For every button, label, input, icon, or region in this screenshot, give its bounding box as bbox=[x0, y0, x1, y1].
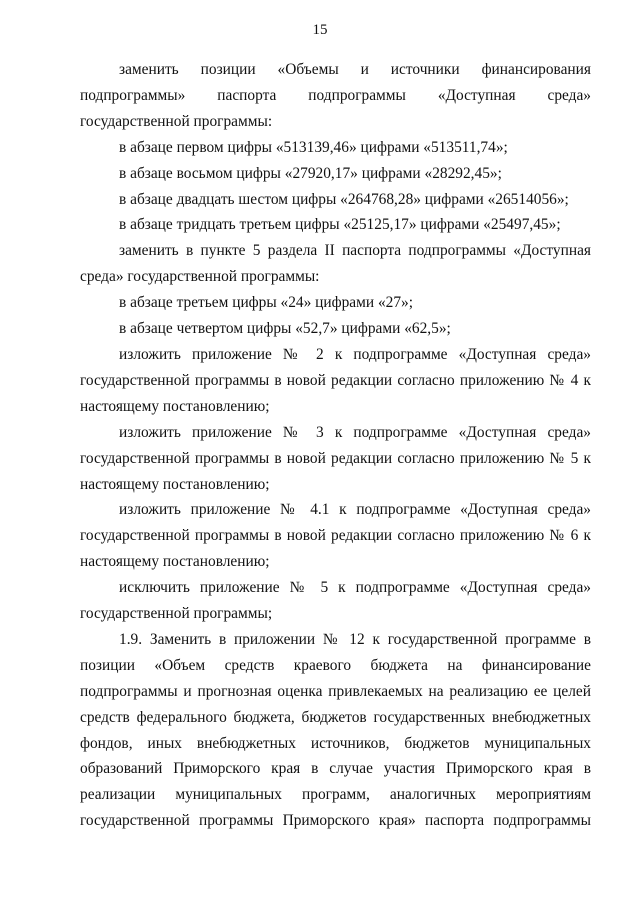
paragraph-item-1-9: 1.9. Заменить в приложении № 12 к государственной программе в позиции «Объем средств краевого бюджета на финансирование подпрограммы и прогнозная оценка привлекаемых на реализацию ее целей средств федерального бюджета, бюджетов государственных внебюджетных фондов, иных внебюджетных источников, бюджетов муниципальных образований Приморского края в случае участия Приморского края в реализации муниципальных программ, аналогичных мероприятиям государственной программы Приморского края» паспорта подпрограммы bbox=[80, 630, 591, 830]
paragraph-exclude-appendix-5: исключить приложение № 5 к подпрограмме «Доступная среда» государственной программы; bbox=[80, 579, 591, 623]
document-body bbox=[80, 57, 591, 834]
paragraph-first-indent-figures: в абзаце первом цифры «513139,46» цифрами «513511,74»; bbox=[119, 138, 508, 156]
paragraph-fourth-indent-figures: в абзаце четвертом цифры «52,7» цифрами «62,5»; bbox=[119, 320, 451, 338]
paragraph-eighth-indent-figures: в абзаце восьмом цифры «27920,17» цифрами «28292,45»; bbox=[119, 164, 502, 182]
paragraph-replace-item-5-section-2: заменить в пункте 5 раздела II паспорта подпрограммы «Доступная среда» государственной программы: bbox=[80, 242, 591, 286]
paragraph-replace-volumes-position: заменить позиции «Объемы и источники финансирования подпрограммы» паспорта подпрограммы «Доступная среда» государственной программы: bbox=[80, 61, 591, 130]
paragraph-thirty-third-indent-figures: в абзаце тридцать третьем цифры «25125,17» цифрами «25497,45»; bbox=[119, 216, 561, 234]
paragraph-restate-appendix-4-1: изложить приложение № 4.1 к подпрограмме «Доступная среда» государственной программы в новой редакции согласно приложению № 6 к настоящему постановлению; bbox=[80, 501, 591, 571]
paragraph-third-indent-figures: в абзаце третьем цифры «24» цифрами «27»; bbox=[119, 294, 414, 312]
paragraph-restate-appendix-3: изложить приложение № 3 к подпрограмме «Доступная среда» государственной программы в новой редакции согласно приложению № 5 к настоящему постановлению; bbox=[80, 423, 591, 493]
paragraph-twenty-sixth-indent-figures: в абзаце двадцать шестом цифры «264768,28» цифрами «26514056»; bbox=[119, 190, 569, 208]
paragraph-restate-appendix-2: изложить приложение № 2 к подпрограмме «Доступная среда» государственной программы в новой редакции согласно приложению № 4 к настоящему постановлению; bbox=[80, 345, 591, 415]
page-number: 15 bbox=[312, 22, 328, 38]
